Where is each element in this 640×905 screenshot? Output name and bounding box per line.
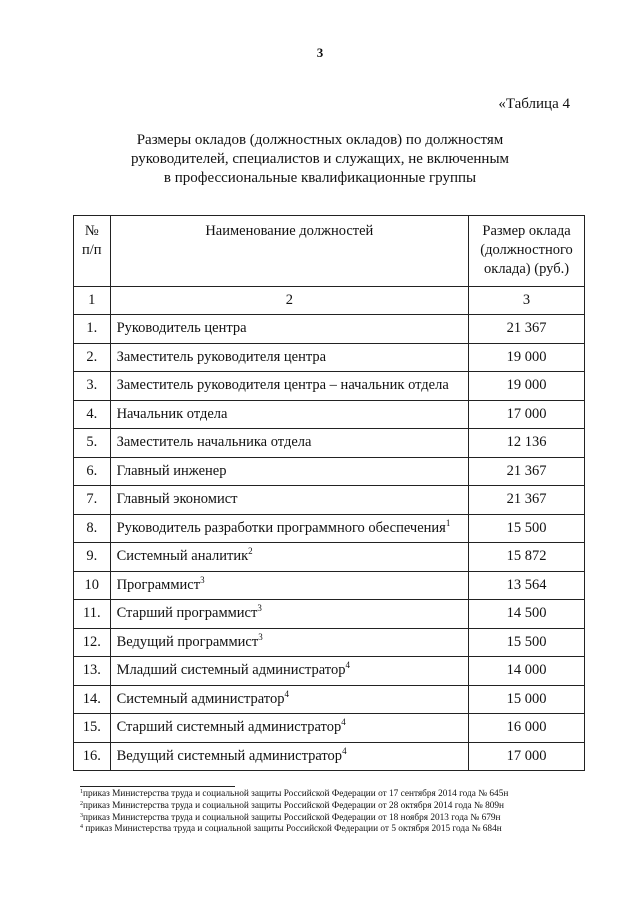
table-row — [74, 372, 585, 401]
salary-value: 15 872 — [469, 543, 585, 572]
position-name-cell — [110, 714, 469, 743]
row-number: 16. — [74, 742, 111, 771]
footnote-ref: 4 — [284, 688, 289, 699]
row-number: 13. — [74, 657, 111, 686]
position-name-cell — [110, 742, 469, 771]
position-name-cell — [110, 457, 469, 486]
row-number: 4. — [74, 400, 111, 429]
salary-value: 21 367 — [469, 315, 585, 344]
footnote-mark: 2 — [80, 800, 83, 807]
position-name: Младший системный администратор — [116, 662, 346, 679]
position-name-cell — [110, 372, 469, 401]
column-index: 3 — [469, 287, 585, 315]
table-row — [74, 457, 585, 486]
row-number: 3. — [74, 372, 111, 401]
position-name: Руководитель разработки программного обеспечения — [116, 519, 446, 536]
table-header-row — [74, 216, 585, 287]
position-name: Заместитель руководителя центра – начальник отдела — [116, 377, 449, 394]
salary-value: 15 000 — [469, 685, 585, 714]
position-name-cell — [110, 429, 469, 458]
salary-value: 13 564 — [469, 571, 585, 600]
salary-value: 14 500 — [469, 600, 585, 629]
footnote-mark: 4 — [80, 824, 83, 831]
salary-value: 19 000 — [469, 343, 585, 372]
position-name-cell — [110, 600, 469, 629]
column-index-row — [74, 287, 585, 315]
salary-value: 21 367 — [469, 457, 585, 486]
footnote-ref: 1 — [445, 517, 451, 528]
position-name-cell — [110, 571, 469, 600]
footnote-ref: 3 — [200, 574, 205, 585]
salary-table — [73, 215, 585, 771]
footnote-ref: 3 — [257, 603, 262, 614]
caption-line: Размеры окладов (должностных окладов) по должностям — [136, 132, 504, 148]
salary-value: 15 500 — [469, 628, 585, 657]
table-row — [74, 429, 585, 458]
row-number: 9. — [74, 543, 111, 572]
footnotes — [80, 789, 508, 836]
footnote-ref: 4 — [345, 660, 350, 671]
table-row — [74, 315, 585, 344]
row-number: 15. — [74, 714, 111, 743]
caption-line: руководителей, специалистов и служащих, не включенным — [130, 151, 510, 167]
position-name-cell — [110, 685, 469, 714]
header-pay-line: Размер оклада — [482, 223, 571, 239]
position-name: Заместитель начальника отдела — [116, 434, 312, 451]
header-pay — [469, 216, 585, 287]
position-name-cell — [110, 400, 469, 429]
footnote-text: приказ Министерства труда и социальной защиты Российской Федерации от 17 сентября 2014 года № 645н — [83, 789, 509, 799]
footnote-mark: 3 — [80, 812, 83, 819]
table-row — [74, 628, 585, 657]
table-row — [74, 742, 585, 771]
position-name: Руководитель центра — [116, 320, 247, 337]
row-number: 12. — [74, 628, 111, 657]
table-caption — [0, 131, 640, 188]
salary-value: 19 000 — [469, 372, 585, 401]
position-name-cell — [110, 628, 469, 657]
table-row — [74, 571, 585, 600]
table-row — [74, 600, 585, 629]
position-name: Системный администратор — [116, 690, 285, 707]
table-row — [74, 486, 585, 515]
footnote-ref: 3 — [258, 631, 263, 642]
salary-value: 17 000 — [469, 742, 585, 771]
header-pay-line: оклада) (руб.) — [484, 261, 570, 277]
footnote-line — [80, 824, 508, 836]
salary-value: 12 136 — [469, 429, 585, 458]
column-index: 1 — [74, 287, 111, 315]
table-label: «Таблица 4 — [498, 96, 570, 112]
footnote-text: приказ Министерства труда и социальной защиты Российской Федерации от 28 октября 2014 года № 809н — [83, 800, 505, 811]
table-row — [74, 543, 585, 572]
footnote-mark: 1 — [80, 789, 83, 795]
table-row — [74, 657, 585, 686]
table-row — [74, 514, 585, 543]
row-number: 6. — [74, 457, 111, 486]
salary-value: 14 000 — [469, 657, 585, 686]
salary-value: 16 000 — [469, 714, 585, 743]
position-name-cell — [110, 315, 469, 344]
header-num-line: № — [84, 223, 99, 239]
salary-value: 21 367 — [469, 486, 585, 515]
table-row — [74, 343, 585, 372]
row-number: 10 — [74, 571, 111, 600]
position-name: Ведущий программист — [116, 633, 259, 650]
footnote-ref: 2 — [248, 546, 253, 557]
position-name: Старший системный администратор — [116, 719, 342, 736]
footnote-text: приказ Министерства труда и социальной защиты Российской Федерации от 5 октября 2015 года № 684н — [83, 824, 502, 835]
salary-value: 17 000 — [469, 400, 585, 429]
position-name: Начальник отдела — [116, 405, 228, 422]
row-number: 7. — [74, 486, 111, 515]
table-row — [74, 400, 585, 429]
footnote-ref: 4 — [341, 717, 346, 728]
footnote-divider — [80, 786, 235, 787]
position-name: Старший программист — [116, 605, 258, 622]
position-name-cell — [110, 343, 469, 372]
position-name-cell — [110, 657, 469, 686]
header-num — [74, 216, 111, 287]
header-num-line: п/п — [82, 242, 102, 258]
table-row — [74, 714, 585, 743]
row-number: 5. — [74, 429, 111, 458]
row-number: 8. — [74, 514, 111, 543]
footnote-line — [80, 813, 508, 825]
column-index: 2 — [110, 287, 469, 315]
salary-value: 15 500 — [469, 514, 585, 543]
table-row — [74, 685, 585, 714]
caption-line: в профессиональные квалификационные группы — [163, 170, 477, 186]
footnote-text: приказ Министерства труда и социальной защиты Российской Федерации от 18 ноября 2013 года № 679н — [83, 812, 501, 823]
position-name: Ведущий системный администратор — [116, 747, 343, 764]
row-number: 2. — [74, 343, 111, 372]
header-pay-line: (должностного — [480, 242, 573, 258]
row-number: 14. — [74, 685, 111, 714]
position-name-cell — [110, 486, 469, 515]
row-number: 1. — [74, 315, 111, 344]
position-name: Программист — [116, 576, 201, 593]
position-name-cell — [110, 543, 469, 572]
footnote-line — [80, 801, 508, 813]
row-number: 11. — [74, 600, 111, 629]
footnote-line — [80, 789, 508, 801]
footnote-ref: 4 — [342, 745, 347, 756]
position-name: Главный экономист — [116, 491, 238, 508]
position-name-cell — [110, 514, 469, 543]
position-name: Главный инженер — [116, 462, 227, 479]
page-number: 3 — [316, 45, 324, 60]
header-name: Наименование должностей — [110, 216, 469, 287]
position-name: Заместитель руководителя центра — [116, 348, 327, 365]
position-name: Системный аналитик — [116, 548, 249, 565]
